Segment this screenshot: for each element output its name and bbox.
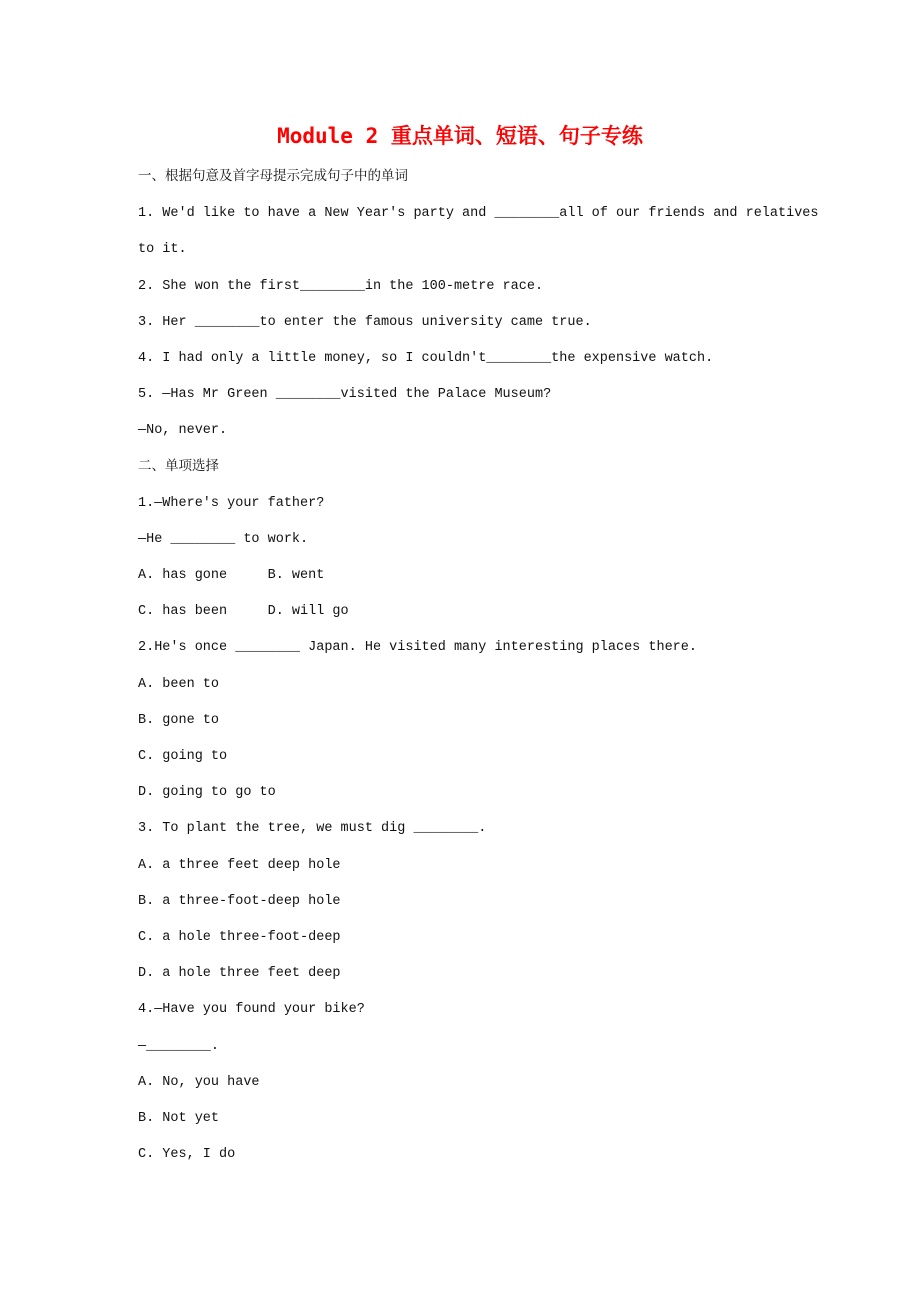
question-line: —He ________ to work.	[138, 531, 309, 547]
option-line: D. going to go to	[138, 785, 276, 801]
question-line: 2.He's once ________ Japan. He visited many interesting places there.	[138, 640, 697, 656]
document-title: Module 2 重点单词、短语、句子专练	[277, 124, 643, 148]
option-line: A. No, you have	[138, 1074, 260, 1090]
question-line: to it.	[138, 242, 187, 258]
section-heading: 一、根据句意及首字母提示完成句子中的单词	[138, 170, 408, 185]
section-heading: 二、单项选择	[138, 459, 219, 475]
option-line: B. gone to	[138, 712, 220, 728]
option-line: C. a hole three-foot-deep	[138, 929, 341, 945]
document-body	[138, 160, 858, 1173]
option-line: C. has been D. will go	[138, 604, 349, 620]
option-line: D. a hole three feet deep	[138, 966, 341, 982]
question-line: 1.—Where's your father?	[138, 495, 325, 511]
option-line: C. Yes, I do	[138, 1147, 236, 1163]
question-line: 4. I had only a little money, so I couldn't________the expensive watch.	[138, 350, 714, 366]
option-line: C. going to	[138, 749, 228, 764]
question-line: 2. She won the first________in the 100-metre race.	[138, 278, 544, 294]
option-line: A. has gone B. went	[138, 568, 325, 584]
question-line: 4.—Have you found your bike?	[138, 1002, 365, 1018]
question-line: 1. We'd like to have a New Year's party and ________all of our friends and relatives	[138, 206, 819, 222]
question-line: 3. To plant the tree, we must dig ________.	[138, 821, 487, 837]
question-line: 5. —Has Mr Green ________visited the Palace Museum?	[138, 387, 552, 403]
option-line: A. a three feet deep hole	[138, 857, 341, 873]
question-line: 3. Her ________to enter the famous university came true.	[138, 314, 592, 330]
question-line: —No, never.	[138, 423, 228, 439]
option-line: B. a three-foot-deep hole	[138, 893, 341, 909]
option-line: A. been to	[138, 676, 220, 692]
question-line: —________.	[138, 1038, 220, 1054]
option-line: B. Not yet	[138, 1110, 220, 1126]
